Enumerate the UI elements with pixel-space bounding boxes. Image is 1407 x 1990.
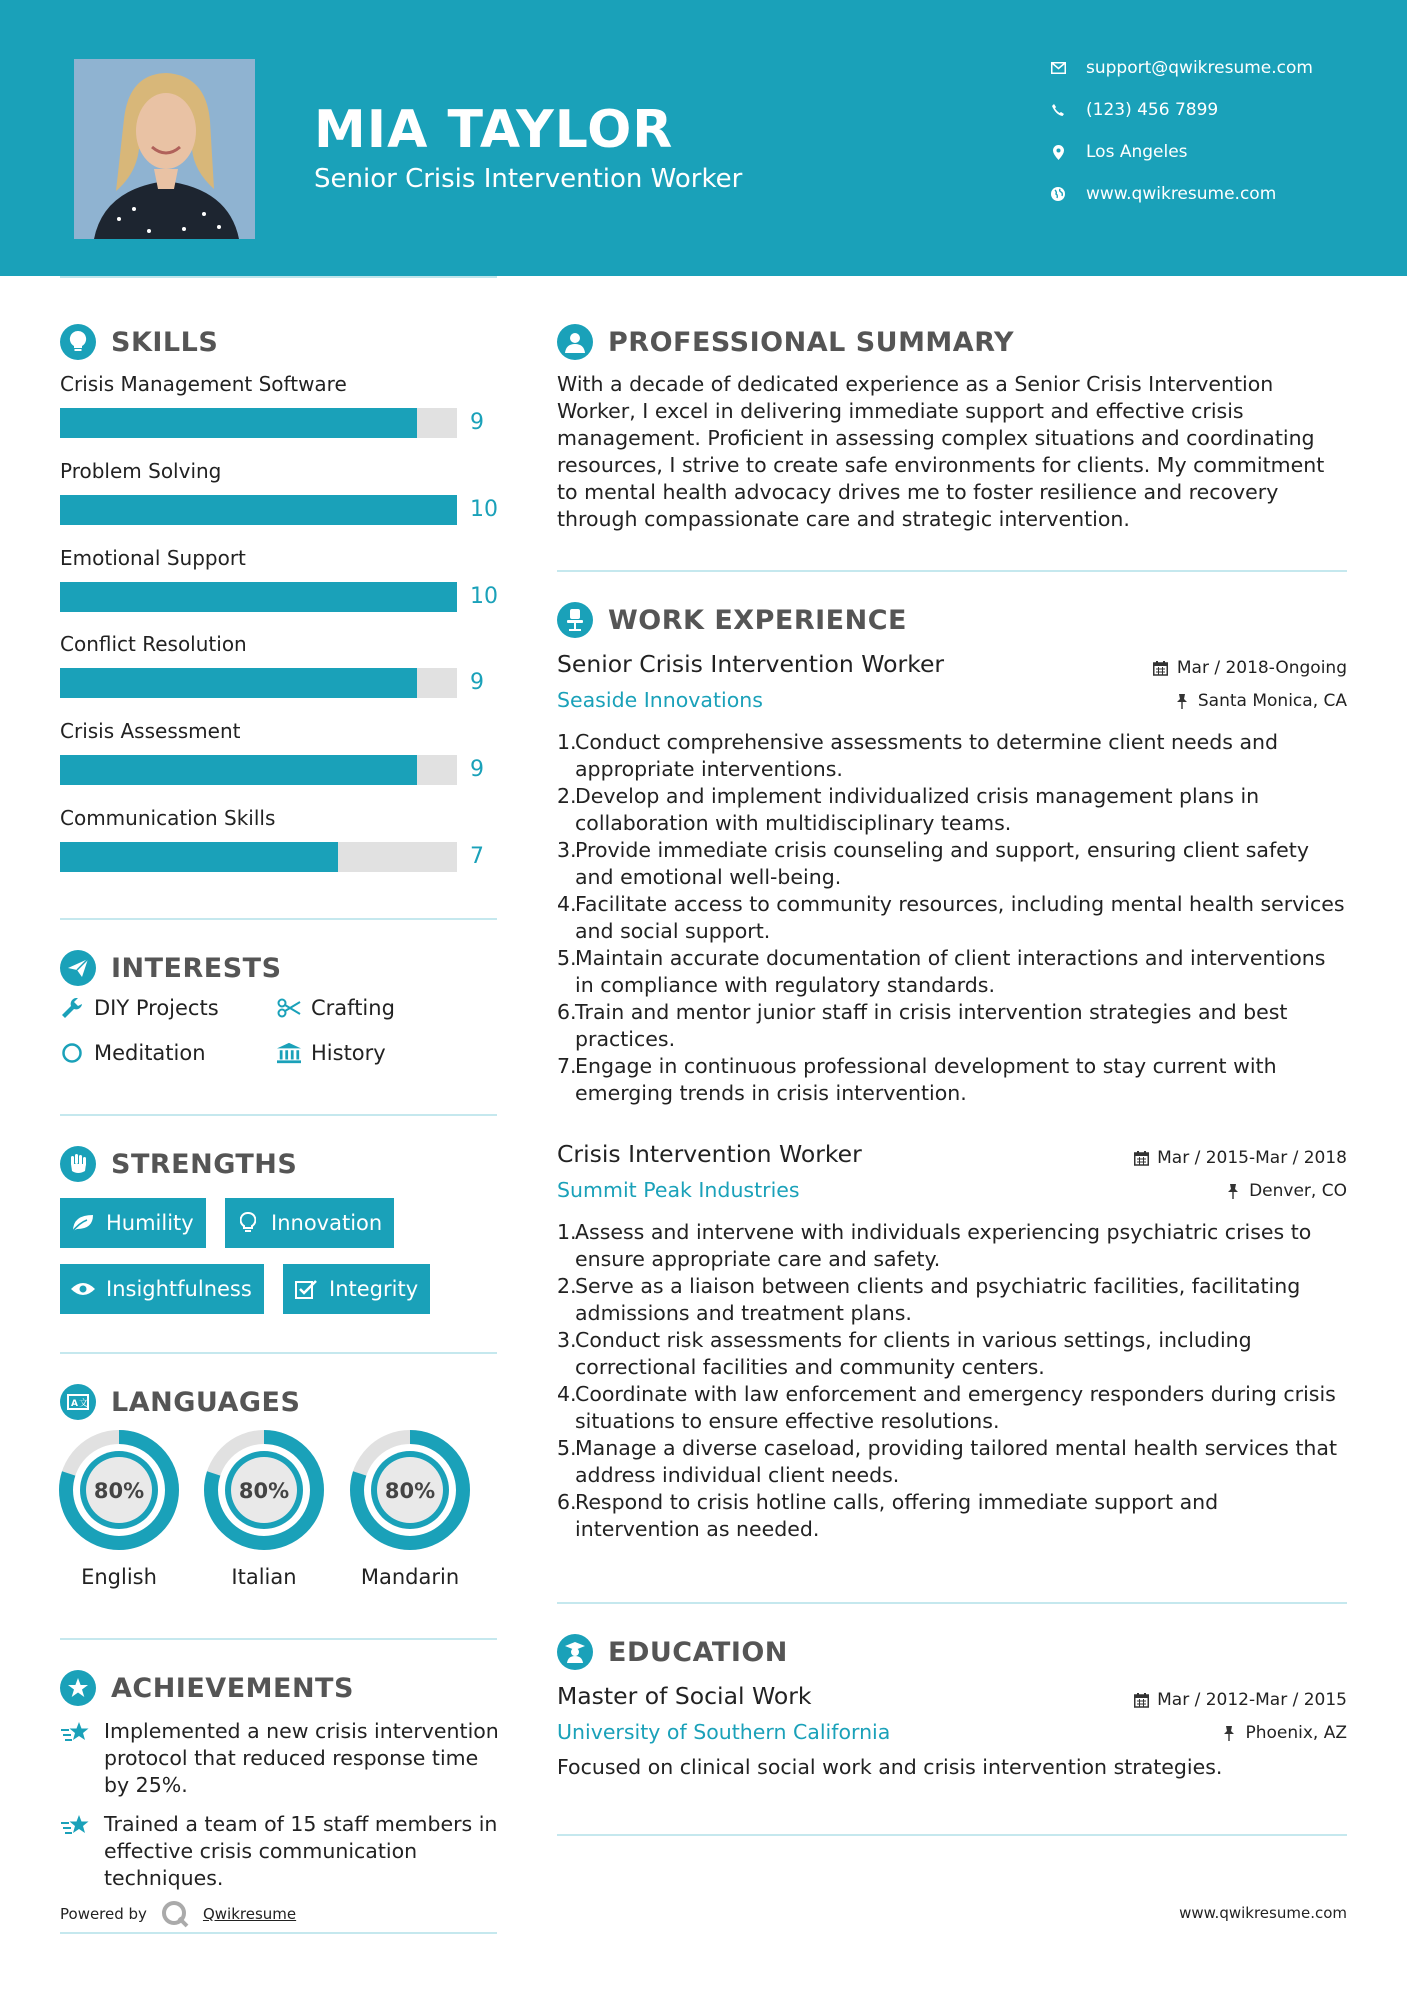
calendar-icon [1133,1692,1149,1708]
globe-icon [1050,186,1066,202]
strength-label: Insightfulness [106,1277,252,1301]
job-title: Senior Crisis Intervention Worker [557,650,945,678]
strengths-title: STRENGTHS [111,1148,298,1180]
job-location-text: Denver, CO [1249,1181,1347,1201]
duty-item: 3.Conduct risk assessments for clients in various settings, including correctional facilities and community centers. [557,1328,1252,1379]
experience-heading [557,602,907,638]
footer-website[interactable]: www.qwikresume.com [1179,1904,1347,1922]
eye-icon [70,1278,96,1300]
contact-website[interactable] [1050,184,1276,204]
languages-title: LANGUAGES [111,1386,301,1418]
skill-value: 9 [470,410,484,435]
user-icon [557,324,593,360]
job-dates-text: Mar / 2018-Ongoing [1176,658,1347,678]
interests-title: INTERESTS [111,952,282,984]
leaf-icon [70,1212,96,1234]
summary-title: PROFESSIONAL SUMMARY [608,326,1015,358]
language-name: English [81,1565,157,1589]
duty-item: 5.Manage a diverse caseload, providing tailored mental health services that address individual client needs. [557,1436,1337,1487]
skill-bar [60,582,457,612]
powered-by [60,1900,296,1928]
language-name: Italian [231,1565,297,1589]
duty-text: Serve as a liaison between clients and psychiatric facilities, facilitating admissions and treatment plans. [575,1274,1301,1325]
duty-item: 6.Train and mentor junior staff in crisis intervention strategies and best practices. [557,1000,1288,1051]
envelope-icon [1050,60,1066,76]
skill-value: 9 [470,670,484,695]
education-description: Focused on clinical social work and crisis intervention strategies. [557,1755,1223,1779]
section-divider [60,1352,497,1354]
language-name: Mandarin [360,1565,460,1589]
language-gauge [59,1430,179,1550]
calendar-icon [1153,660,1169,676]
duty-item: 3.Provide immediate crisis counseling and support, ensuring client safety and emotional well-being. [557,838,1309,889]
job-location-text: Santa Monica, CA [1197,691,1347,711]
header-banner [0,0,1407,276]
strength-label: Innovation [271,1211,383,1235]
duty-text: Manage a diverse caseload, providing tailored mental health services that address individual client needs. [575,1436,1337,1487]
education-dates [1133,1690,1347,1710]
shooting-star-icon [60,1811,92,1841]
skill-value: 10 [470,497,498,522]
duty-item: 1.Assess and intervene with individuals experiencing psychiatric crises to ensure appropriate care and safety. [557,1220,1312,1271]
duty-item: 2.Serve as a liaison between clients and psychiatric facilities, facilitating admissions and treatment plans. [557,1274,1301,1325]
duty-item: 7.Engage in continuous professional development to stay current with emerging trends in crisis intervention. [557,1054,1277,1105]
strength-label: Humility [106,1211,194,1235]
duty-text: Develop and implement individualized crisis management plans in collaboration with multidisciplinary teams. [575,784,1260,835]
interest-item [60,996,219,1020]
job-company: Seaside Innovations [557,688,763,712]
contact-email-text: support@qwikresume.com [1086,58,1313,78]
museum-icon [277,1041,301,1065]
fist-icon [60,1146,96,1182]
pushpin-icon [1225,1183,1241,1199]
skill-bar [60,668,457,698]
job-dates [1153,658,1347,678]
header-divider [60,276,497,278]
paper-plane-icon [60,950,96,986]
svg-text:文: 文 [79,1399,89,1409]
job-title: Crisis Intervention Worker [557,1140,862,1168]
duty-text: Train and mentor junior staff in crisis intervention strategies and best practices. [575,1000,1288,1051]
duty-text: Conduct risk assessments for clients in various settings, including correctional facilities and community centers. [575,1328,1252,1379]
skill-label: Communication Skills [60,806,276,830]
language-card-icon [60,1384,96,1420]
skill-bar-fill [60,408,417,438]
skill-bar [60,408,457,438]
powered-by-label: Powered by [60,1905,147,1923]
svg-text:A: A [71,1399,78,1409]
achievement-text: Trained a team of 15 staff members in effective crisis communication techniques. [104,1812,498,1890]
section-divider [557,1834,1347,1836]
interests-heading [60,950,282,986]
languages-heading [60,1384,300,1420]
education-title: EDUCATION [608,1636,788,1668]
candidate-title: Senior Crisis Intervention Worker [314,164,743,194]
interest-label: Crafting [311,996,395,1020]
strength-tag [60,1264,264,1314]
map-pin-icon [1050,144,1066,160]
section-divider [557,1602,1347,1604]
job-company: Summit Peak Industries [557,1178,800,1202]
contact-phone-text: (123) 456 7899 [1086,100,1219,120]
profile-photo [74,59,255,239]
qwikresume-logo-icon [161,1900,191,1928]
duty-item: 1.Conduct comprehensive assessments to determine client needs and appropriate interventions. [557,730,1279,781]
language-gauge [204,1430,324,1550]
achievement-text: Implemented a new crisis intervention protocol that reduced response time by 25%. [104,1719,499,1797]
wrench-icon [60,996,84,1020]
skill-value: 7 [470,844,484,869]
summary-heading [557,324,1014,360]
star-badge-icon [60,1670,96,1706]
interest-label: Meditation [94,1041,206,1065]
contact-location [1050,142,1188,162]
duty-item: 5.Maintain accurate documentation of client interactions and interventions in compliance with regulatory standards. [557,946,1326,997]
language-percent: 80% [93,1479,145,1503]
section-divider [60,1638,497,1640]
job-duties [557,729,1347,1107]
office-chair-icon [557,602,593,638]
skills-title: SKILLS [111,326,219,358]
strengths-heading [60,1146,297,1182]
education-location-text: Phoenix, AZ [1245,1723,1347,1743]
skill-label: Crisis Assessment [60,719,241,743]
skill-bar [60,842,457,872]
skill-value: 9 [470,757,484,782]
strength-label: Integrity [329,1277,419,1301]
skill-bar-fill [60,582,457,612]
duty-text: Coordinate with law enforcement and emergency responders during crisis situations to ensure effective resolutions. [575,1382,1336,1433]
candidate-name: MIA TAYLOR [314,100,674,160]
language-percent: 80% [384,1479,436,1503]
achievements-heading [60,1670,354,1706]
calendar-icon [1133,1150,1149,1166]
skill-label: Emotional Support [60,546,246,570]
checkbox-icon [293,1278,319,1300]
section-divider [557,570,1347,572]
strength-tag [60,1198,206,1248]
duty-item: 4.Facilitate access to community resources, including mental health services and social support. [557,892,1345,943]
education-dates-text: Mar / 2012-Mar / 2015 [1157,1690,1347,1710]
skill-bar-fill [60,495,457,525]
contact-website-text: www.qwikresume.com [1086,184,1277,204]
job-duties [557,1219,1347,1543]
strength-tag [225,1198,394,1248]
contact-phone[interactable] [1050,100,1218,120]
section-divider [60,1932,497,1934]
duty-text: Conduct comprehensive assessments to determine client needs and appropriate interventions. [575,730,1279,781]
job-location [1225,1181,1347,1201]
contact-location-text: Los Angeles [1086,142,1188,162]
skill-label: Crisis Management Software [60,372,347,396]
job-dates-text: Mar / 2015-Mar / 2018 [1157,1148,1347,1168]
job-location [1174,691,1347,711]
qwikresume-link[interactable]: Qwikresume [202,1905,297,1923]
lightbulb-icon [60,324,96,360]
duty-text: Provide immediate crisis counseling and support, ensuring client safety and emotional well-being. [575,838,1309,889]
scissors-icon [277,996,301,1020]
education-heading [557,1634,788,1670]
shooting-star-icon [60,1718,92,1748]
skill-bar-fill [60,668,417,698]
achievement-item [60,1811,500,1892]
interest-item [277,1041,386,1065]
experience-title: WORK EXPERIENCE [608,604,907,636]
circle-icon [60,1041,84,1065]
section-divider [60,918,497,920]
duty-text: Assess and intervene with individuals experiencing psychiatric crises to ensure appropriate care and safety. [575,1220,1312,1271]
skill-bar-fill [60,842,338,872]
pushpin-icon [1221,1725,1237,1741]
skills-heading [60,324,218,360]
language-percent: 80% [238,1479,290,1503]
skill-value: 10 [470,584,498,609]
duty-text: Respond to crisis hotline calls, offering immediate support and intervention as needed. [575,1490,1219,1541]
graduate-icon [557,1634,593,1670]
strength-tag [283,1264,430,1314]
achievements-title: ACHIEVEMENTS [111,1672,354,1704]
education-location [1221,1723,1347,1743]
pushpin-icon [1174,693,1190,709]
degree-title: Master of Social Work [557,1682,812,1710]
skill-label: Problem Solving [60,459,222,483]
skill-bar [60,755,457,785]
skill-label: Conflict Resolution [60,632,247,656]
duty-item: 4.Coordinate with law enforcement and emergency responders during crisis situations to ensure effective resolutions. [557,1382,1336,1433]
duty-text: Facilitate access to community resources, including mental health services and social support. [575,892,1345,943]
school-name: University of Southern California [557,1720,891,1744]
duty-item: 2.Develop and implement individualized crisis management plans in collaboration with multidisciplinary teams. [557,784,1260,835]
lightbulb-icon [235,1212,261,1234]
phone-icon [1050,102,1066,118]
interest-label: DIY Projects [94,996,219,1020]
contact-email[interactable] [1050,58,1313,78]
skill-bar [60,495,457,525]
duty-item: 6.Respond to crisis hotline calls, offering immediate support and intervention as needed. [557,1490,1219,1541]
skill-bar-fill [60,755,417,785]
interest-item [277,996,395,1020]
job-dates [1133,1148,1347,1168]
interest-item [60,1041,206,1065]
duty-text: Engage in continuous professional development to stay current with emerging trends in crisis intervention. [575,1054,1277,1105]
duty-text: Maintain accurate documentation of client interactions and interventions in compliance with regulatory standards. [575,946,1326,997]
section-divider [60,1114,497,1116]
achievement-item [60,1718,500,1799]
interest-label: History [311,1041,386,1065]
summary-text: With a decade of dedicated experience as a Senior Crisis Intervention Worker, I excel in delivering immediate support and effective crisis management. Proficient in assessing complex situations and coordinating resources, I strive to create safe environments for clients. My commitment to mental health advocacy drives me to foster resilience and recovery through compassionate care and strategic intervention. [557,372,1325,531]
language-gauge [350,1430,470,1550]
